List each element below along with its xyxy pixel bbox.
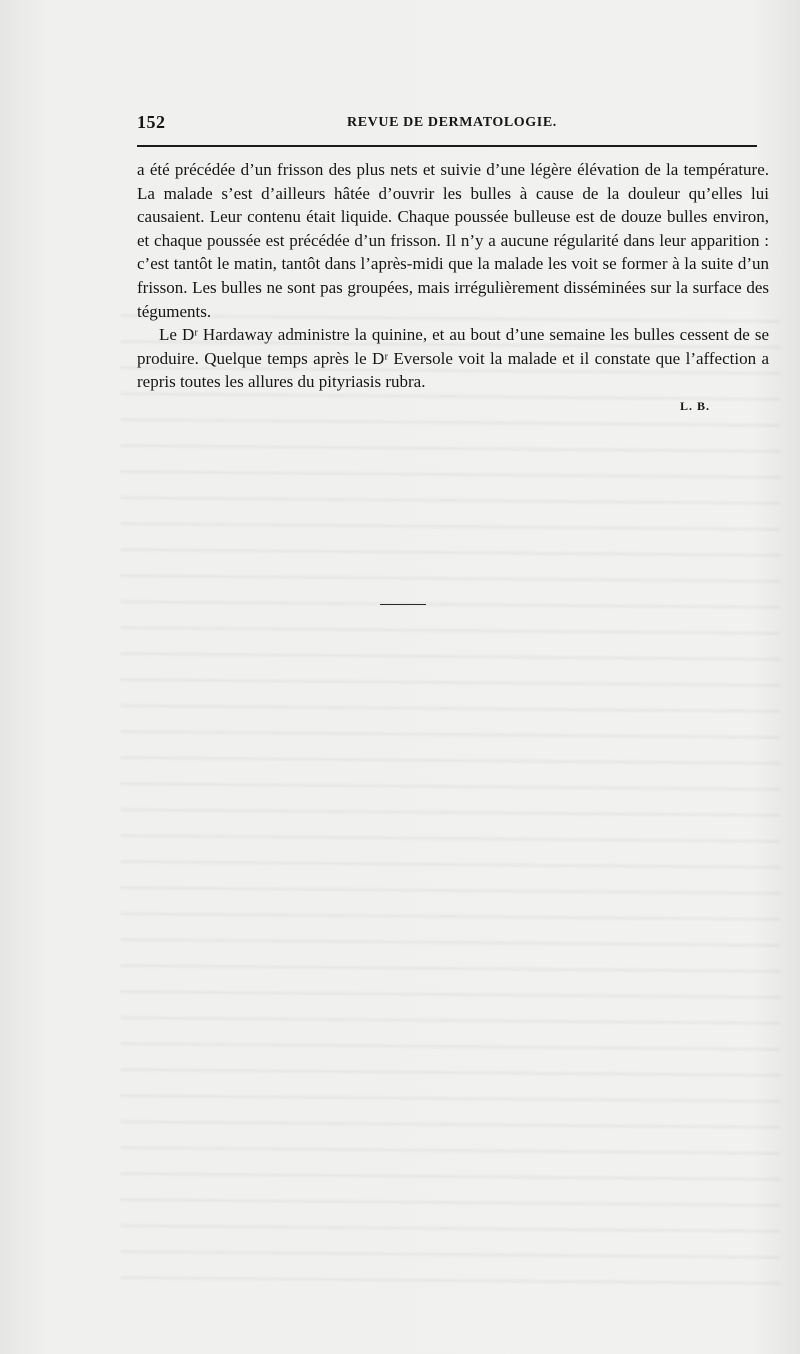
section-separator [380, 604, 426, 605]
body-text [137, 158, 769, 394]
show-through-texture [120, 297, 780, 1303]
paragraph-continuation: a été précédée d’un frisson des plus nets et suivie d’une légère élévation de la température. La malade s’est d’ailleurs hâtée d’ouvrir les bulles à cause de la douleur qu’elles lui causaient. Leur contenu était liquide. Chaque poussée bulleuse est de douze bulles environ, et chaque poussée est précédée d’un frisson. Il n’y a aucune régularité dans leur apparition : c’est tantôt le matin, tantôt dans l’après-midi que la malade les voit se former à la suite d’un frisson. Les bulles ne sont pas groupées, mais irrégulièrement disséminées sur la surface des téguments. [137, 160, 769, 321]
paragraph-hardaway: Le Dʳ Hardaway administre la quinine, et au bout d’une semaine les bulles cessent de se produire. Quelque temps après le Dʳ Eversole voit la malade et il constate que l’affection a repris toutes les allures du pityriasis rubra. [137, 325, 769, 392]
header-rule [137, 145, 757, 147]
page-number: 152 [137, 112, 166, 132]
page-header [137, 112, 757, 136]
running-title: REVUE DE DERMATOLOGIE. [347, 115, 557, 130]
author-initials: L. B. [680, 399, 711, 413]
